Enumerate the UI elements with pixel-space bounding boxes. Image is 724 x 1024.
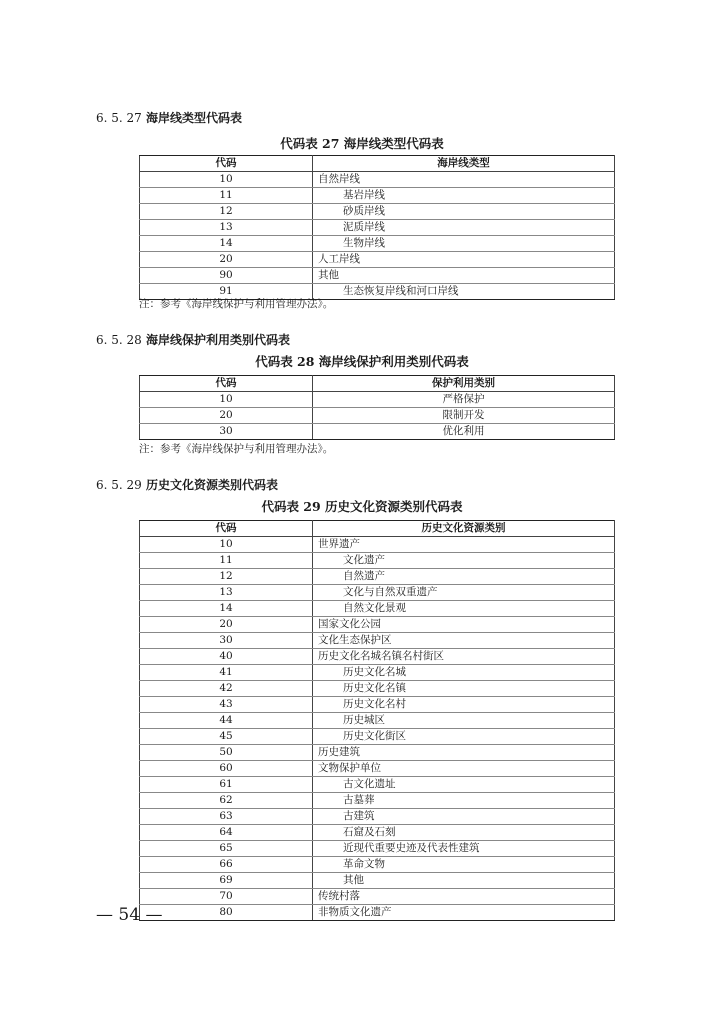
code-cell: 70 — [140, 889, 313, 905]
section-number: 6. 5. 28 — [96, 333, 142, 347]
historical-culture-table — [139, 520, 615, 921]
code-cell: 14 — [140, 601, 313, 617]
page-number: — 54 — — [96, 905, 163, 925]
code-cell: 14 — [140, 236, 313, 252]
column-header-code: 代码 — [140, 156, 313, 172]
table-row — [140, 188, 615, 204]
code-cell: 42 — [140, 681, 313, 697]
category-cell: 古墓葬 — [313, 793, 615, 809]
code-cell: 65 — [140, 841, 313, 857]
category-cell: 历史建筑 — [313, 745, 615, 761]
category-cell: 自然遗产 — [313, 569, 615, 585]
category-cell: 自然文化景观 — [313, 601, 615, 617]
column-header-type: 海岸线类型 — [313, 156, 615, 172]
code-cell: 13 — [140, 220, 313, 236]
section-number: 6. 5. 27 — [96, 111, 142, 125]
code-cell: 90 — [140, 268, 313, 284]
code-cell: 10 — [140, 392, 313, 408]
table-note-27: 注：参考《海岸线保护与利用管理办法》。 — [139, 298, 334, 310]
code-cell: 30 — [140, 633, 313, 649]
code-cell: 12 — [140, 569, 313, 585]
category-cell: 砂质岸线 — [313, 204, 615, 220]
category-cell: 世界遗产 — [313, 537, 615, 553]
code-cell: 11 — [140, 188, 313, 204]
code-cell: 50 — [140, 745, 313, 761]
category-cell: 革命文物 — [313, 857, 615, 873]
code-cell: 62 — [140, 793, 313, 809]
category-cell: 石窟及石刻 — [313, 825, 615, 841]
category-cell: 历史文化名城 — [313, 665, 615, 681]
code-cell: 40 — [140, 649, 313, 665]
section-heading-27 — [96, 109, 242, 126]
table-row — [140, 777, 615, 793]
coastline-type-table — [139, 155, 615, 300]
code-cell: 91 — [140, 284, 313, 300]
table-caption-29: 代码表 29 历史文化资源类别代码表 — [261, 499, 463, 514]
section-title: 历史文化资源类别代码表 — [146, 478, 279, 492]
table-row — [140, 761, 615, 777]
section-number: 6. 5. 29 — [96, 478, 142, 492]
category-cell: 古建筑 — [313, 809, 615, 825]
category-cell: 优化利用 — [313, 424, 615, 440]
code-cell: 20 — [140, 408, 313, 424]
table-row — [140, 665, 615, 681]
table-row — [140, 873, 615, 889]
table-row — [140, 841, 615, 857]
table-row — [140, 392, 615, 408]
code-cell: 12 — [140, 204, 313, 220]
table-row — [140, 585, 615, 601]
category-cell: 人工岸线 — [313, 252, 615, 268]
category-cell: 历史文化名镇 — [313, 681, 615, 697]
column-header-category: 历史文化资源类别 — [313, 521, 615, 537]
category-cell: 其他 — [313, 268, 615, 284]
category-cell: 文化遗产 — [313, 553, 615, 569]
table-row — [140, 857, 615, 873]
category-cell: 近现代重要史迹及代表性建筑 — [313, 841, 615, 857]
table-row — [140, 649, 615, 665]
table-row — [140, 745, 615, 761]
code-cell: 10 — [140, 172, 313, 188]
table-row — [140, 252, 615, 268]
column-header-category: 保护利用类别 — [313, 376, 615, 392]
category-cell: 严格保护 — [313, 392, 615, 408]
code-cell: 60 — [140, 761, 313, 777]
category-cell: 生物岸线 — [313, 236, 615, 252]
code-cell: 64 — [140, 825, 313, 841]
category-cell: 传统村落 — [313, 889, 615, 905]
table-row — [140, 889, 615, 905]
coastline-protection-table — [139, 375, 615, 440]
category-cell: 历史城区 — [313, 713, 615, 729]
table-row — [140, 537, 615, 553]
code-cell: 43 — [140, 697, 313, 713]
column-header-code: 代码 — [140, 376, 313, 392]
table-row — [140, 236, 615, 252]
category-cell: 历史文化名村 — [313, 697, 615, 713]
table-row — [140, 617, 615, 633]
section-heading-29 — [96, 476, 278, 493]
category-cell: 历史文化街区 — [313, 729, 615, 745]
table-row — [140, 204, 615, 220]
category-cell: 历史文化名城名镇名村街区 — [313, 649, 615, 665]
code-cell: 20 — [140, 252, 313, 268]
category-cell: 古文化遗址 — [313, 777, 615, 793]
code-cell: 69 — [140, 873, 313, 889]
code-cell: 45 — [140, 729, 313, 745]
table-row — [140, 697, 615, 713]
table-row — [140, 172, 615, 188]
category-cell: 基岩岸线 — [313, 188, 615, 204]
code-cell: 11 — [140, 553, 313, 569]
table-row — [140, 825, 615, 841]
table-row — [140, 424, 615, 440]
table-row — [140, 793, 615, 809]
section-heading-28 — [96, 331, 290, 348]
table-row — [140, 905, 615, 921]
code-cell: 61 — [140, 777, 313, 793]
category-cell: 限制开发 — [313, 408, 615, 424]
table-row — [140, 553, 615, 569]
table-row — [140, 633, 615, 649]
code-cell: 66 — [140, 857, 313, 873]
code-cell: 30 — [140, 424, 313, 440]
section-title: 海岸线类型代码表 — [146, 111, 243, 125]
section-title: 海岸线保护利用类别代码表 — [146, 333, 291, 347]
code-cell: 41 — [140, 665, 313, 681]
code-cell: 63 — [140, 809, 313, 825]
column-header-code: 代码 — [140, 521, 313, 537]
category-cell: 文化生态保护区 — [313, 633, 615, 649]
code-cell: 80 — [140, 905, 313, 921]
category-cell: 其他 — [313, 873, 615, 889]
table-caption-27: 代码表 27 海岸线类型代码表 — [280, 136, 444, 151]
table-row — [140, 569, 615, 585]
category-cell: 国家文化公园 — [313, 617, 615, 633]
code-cell: 20 — [140, 617, 313, 633]
table-row — [140, 681, 615, 697]
table-row — [140, 268, 615, 284]
table-row — [140, 408, 615, 424]
category-cell: 文化与自然双重遗产 — [313, 585, 615, 601]
category-cell: 泥质岸线 — [313, 220, 615, 236]
table-row — [140, 809, 615, 825]
table-row — [140, 729, 615, 745]
category-cell: 自然岸线 — [313, 172, 615, 188]
table-row — [140, 601, 615, 617]
category-cell: 文物保护单位 — [313, 761, 615, 777]
table-caption-28: 代码表 28 海岸线保护利用类别代码表 — [255, 354, 469, 369]
code-cell: 13 — [140, 585, 313, 601]
code-cell: 10 — [140, 537, 313, 553]
code-cell: 44 — [140, 713, 313, 729]
table-row — [140, 713, 615, 729]
table-row — [140, 220, 615, 236]
category-cell: 生态恢复岸线和河口岸线 — [313, 284, 615, 300]
table-note-28: 注：参考《海岸线保护与利用管理办法》。 — [139, 443, 334, 455]
category-cell: 非物质文化遗产 — [313, 905, 615, 921]
